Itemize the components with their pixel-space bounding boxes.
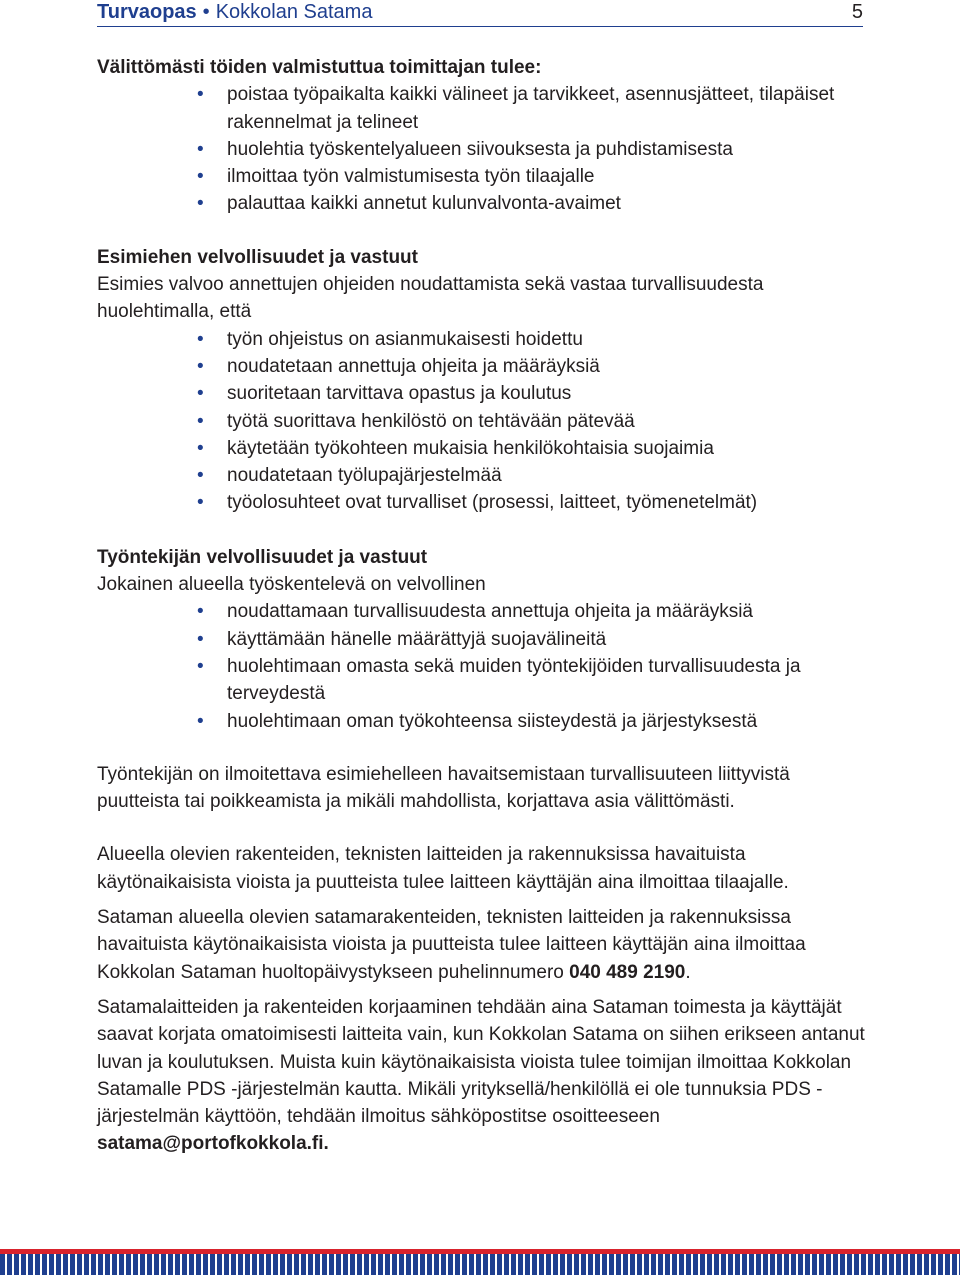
- list-item: [97, 326, 867, 353]
- list-item: [97, 626, 867, 653]
- list-item-text: suoritetaan tarvittava opastus ja koulutus: [227, 383, 572, 405]
- paragraph-repairs: [97, 994, 867, 1158]
- header-title: [97, 1, 372, 24]
- page-header: [97, 0, 863, 27]
- list-item-text: työn ohjeistus on asianmukaisesti hoidettu: [227, 328, 583, 350]
- email-address: satama@portofkokkola.fi.: [97, 1133, 329, 1155]
- bullet-icon: •: [197, 465, 204, 487]
- list-item: [97, 163, 867, 190]
- bullet-icon: •: [197, 437, 204, 459]
- bullet-icon: •: [197, 84, 204, 106]
- bullet-icon: •: [197, 628, 204, 650]
- section3-heading: Työntekijän velvollisuudet ja vastuut: [97, 546, 428, 568]
- bullet-icon: •: [197, 601, 204, 623]
- list-item-text: huolehtimaan oman työkohteensa siisteydestä ja järjestyksestä: [227, 710, 758, 732]
- document-body: [97, 54, 867, 1158]
- bullet-icon: •: [197, 492, 204, 514]
- list-item: [97, 353, 867, 380]
- section3-intro: Jokainen alueella työskentelevä on velvollinen: [97, 574, 486, 596]
- list-item: [97, 190, 867, 217]
- paragraph-port-defects: [97, 904, 867, 986]
- list-item-text: noudatetaan annettuja ohjeita ja määräyksiä: [227, 355, 600, 377]
- list-item-text: noudattamaan turvallisuudesta annettuja ohjeita ja määräyksiä: [227, 601, 753, 623]
- paragraph-end-punctuation: .: [685, 961, 691, 983]
- list-item-text: ilmoittaa työn valmistumisesta työn tilaajalle: [227, 166, 595, 188]
- bullet-icon: •: [197, 328, 204, 350]
- list-item: [97, 653, 817, 708]
- list-item: [97, 462, 867, 489]
- list-item: [97, 708, 867, 735]
- phone-number: 040 489 2190: [569, 961, 686, 983]
- bullet-icon: •: [197, 138, 204, 160]
- list-item-text: noudatetaan työlupajärjestelmää: [227, 465, 502, 487]
- list-item-text: palauttaa kaikki annetut kulunvalvonta-avaimet: [227, 193, 621, 215]
- section1-heading: Välittömästi töiden valmistuttua toimittajan tulee:: [97, 57, 542, 78]
- list-item-text: huolehtia työskentelyalueen siivouksesta ja puhdistamisesta: [227, 138, 733, 160]
- paragraph-port-defects-text: Sataman alueella olevien satamarakenteiden, teknisten laitteiden ja rakennuksissa havaituista käytönaikaisista vioista ja puutteista tulee laitteen käyttäjän aina ilmoittaa Kokkolan Sataman huoltopäivystykseen puhelinnumero: [97, 907, 806, 983]
- list-item-text: käyttämään hänelle määrättyjä suojavälineitä: [227, 628, 607, 650]
- bullet-icon: •: [197, 355, 204, 377]
- bullet-icon: •: [197, 710, 204, 732]
- list-item: [97, 408, 867, 435]
- bullet-icon: •: [197, 166, 204, 188]
- header-title-bold: Turvaopas: [97, 1, 197, 23]
- section1-list: [97, 81, 867, 217]
- list-item: [97, 489, 867, 516]
- paragraph-repairs-text: Satamalaitteiden ja rakenteiden korjaaminen tehdään aina Sataman toimesta ja käyttäjät saavat korjata omatoimisesti laitteita vain, kun Kokkolan Satama on siihen erikseen antanut luvan ja koulutuksen. Muista kuin käytönaikaisista vioista tulee toimijan ilmoittaa Kokkolan Satamalle PDS -järjestelmän kautta. Mikäli yrityksellä/henkilöllä ei ole tunnuksia PDS -järjestelmän käyttöön, tehdään ilmoitus sähköpostitse osoitteeseen: [97, 996, 865, 1128]
- list-item: [97, 380, 867, 407]
- list-item-text: huolehtimaan omasta sekä muiden työntekijöiden turvallisuudesta ja terveydestä: [227, 655, 801, 705]
- list-item-text: työtä suorittava henkilöstö on tehtävään pätevää: [227, 410, 635, 432]
- footer-blue-stripes: [0, 1254, 960, 1275]
- paragraph-defects: Alueella olevien rakenteiden, teknisten laitteiden ja rakennuksissa havaituista käytönaikaisista vioista ja puutteista tulee laitteen käyttäjän aina ilmoittaa tilaajalle.: [97, 844, 789, 893]
- page-number: 5: [851, 1, 863, 23]
- list-item-text: käytetään työkohteen mukaisia henkilökohtaisia suojaimia: [227, 437, 714, 459]
- bullet-icon: •: [197, 193, 204, 215]
- section3-list: [97, 598, 867, 734]
- list-item: [97, 136, 867, 163]
- bullet-icon: •: [197, 655, 204, 677]
- bullet-icon: •: [197, 383, 204, 405]
- header-separator: •: [202, 1, 210, 23]
- header-title-rest: Kokkolan Satama: [215, 1, 373, 23]
- section2-intro: Esimies valvoo annettujen ohjeiden noudattamista sekä vastaa turvallisuudesta huolehtimalla, että: [97, 274, 764, 323]
- bullet-icon: •: [197, 410, 204, 432]
- list-item: [97, 81, 867, 136]
- list-item-text: työolosuhteet ovat turvalliset (prosessi, laitteet, työmenetelmät): [227, 492, 758, 514]
- section2-list: [97, 326, 867, 517]
- footer-stripe-band: [0, 1249, 960, 1275]
- section2-heading: Esimiehen velvollisuudet ja vastuut: [97, 246, 418, 268]
- list-item: [97, 598, 867, 625]
- list-item: [97, 435, 867, 462]
- list-item-text: poistaa työpaikalta kaikki välineet ja tarvikkeet, asennusjätteet, tilapäiset rakennelmat ja telineet: [227, 84, 835, 133]
- paragraph-reporting: Työntekijän on ilmoitettava esimiehelleen havaitsemistaan turvallisuuteen liittyvistä puutteista tai poikkeamista ja mikäli mahdollista, korjattava asia välittömästi.: [97, 763, 790, 813]
